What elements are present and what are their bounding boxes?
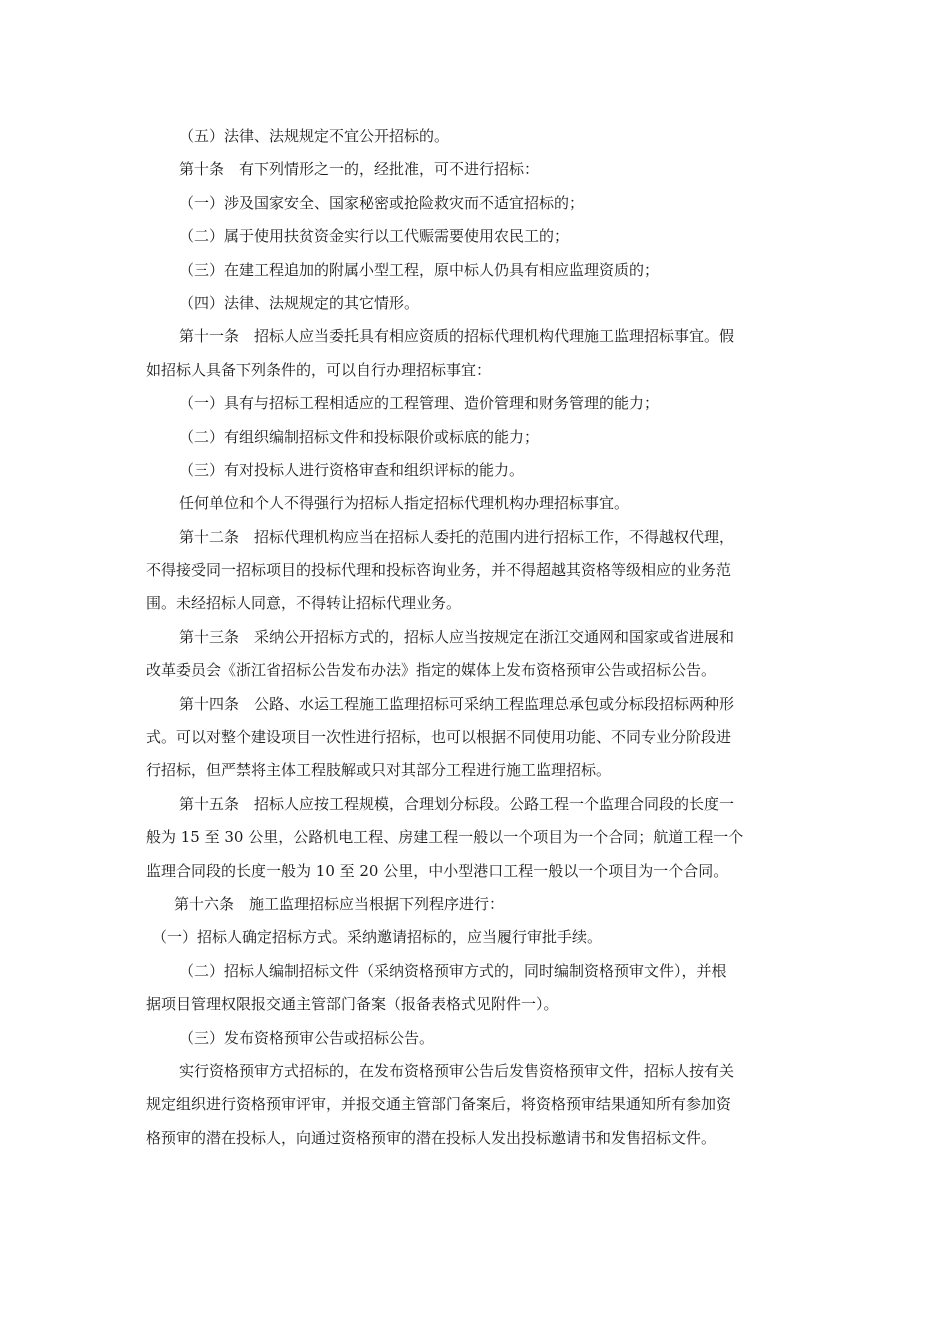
text-line: 规定组织进行资格预审评审，并报交通主管部门备案后，将资格预审结果通知所有参加资 — [146, 1095, 732, 1114]
text-line: （二）招标人编制招标文件（采纳资格预审方式的，同时编制资格预审文件），并根 — [179, 961, 727, 980]
text-line: （一）具有与招标工程相适应的工程管理、造价管理和财务管理的能力； — [179, 394, 660, 413]
text-line: （一）招标人确定招标方式。采纳邀请招标的，应当履行审批手续。 — [152, 928, 603, 947]
text-line: 第十一条 招标人应当委托具有相应资质的招标代理机构代理施工监理招标事宜。假 — [179, 327, 735, 346]
text-line: 改革委员会《浙江省招标公告发布办法》指定的媒体上发布资格预审公告或招标公告。 — [146, 661, 717, 680]
text-line: （二）属于使用扶贫资金实行以工代赈需要使用农民工的； — [179, 227, 570, 246]
text-line: 据项目管理权限报交通主管部门备案（报备表格式见附件一）。 — [146, 995, 559, 1014]
document-body — [146, 120, 801, 1155]
text-line: 第十六条 施工监理招标应当根据下列程序进行： — [174, 894, 505, 913]
text-line: （三）有对投标人进行资格审查和组织评标的能力。 — [179, 460, 525, 479]
text-line: 般为 15 至 30 公里，公路机电工程、房建工程一般以一个项目为一个合同；航道工程一个 — [146, 828, 744, 847]
text-line: 第十条 有下列情形之一的，经批准，可不进行招标： — [179, 160, 540, 179]
text-line: （五）法律、法规规定不宜公开招标的。 — [179, 127, 450, 145]
text-line: 式。可以对整个建设项目一次性进行招标，也可以根据不同使用功能、不同专业分阶段进 — [146, 728, 732, 747]
text-line: 不得接受同一招标项目的投标代理和投标咨询业务，并不得超越其资格等级相应的业务范 — [146, 561, 732, 580]
text-line: 监理合同段的长度一般为 10 至 20 公里，中小型港口工程一般以一个项目为一个合同。 — [146, 861, 729, 880]
text-line: 第十五条 招标人应按工程规模，合理划分标段。公路工程一个监理合同段的长度一 — [179, 794, 735, 813]
text-line: （四）法律、法规规定的其它情形。 — [179, 293, 420, 312]
text-line: 格预审的潜在投标人，向通过资格预审的潜在投标人发出投标邀请书和发售招标文件。 — [146, 1128, 717, 1147]
text-line: 第十四条 公路、水运工程施工监理招标可采纳工程监理总承包或分标段招标两种形 — [179, 694, 735, 713]
text-line: 实行资格预审方式招标的，在发布资格预审公告后发售资格预审文件，招标人按有关 — [179, 1061, 735, 1080]
text-line: 第十二条 招标代理机构应当在招标人委托的范围内进行招标工作，不得越权代理， — [179, 527, 735, 546]
text-line: （一）涉及国家安全、国家秘密或抢险救灾而不适宜招标的； — [179, 193, 585, 212]
text-line: 围。未经招标人同意，不得转让招标代理业务。 — [146, 594, 462, 613]
text-line: （三）发布资格预审公告或招标公告。 — [179, 1028, 435, 1047]
text-line: 第十三条 采纳公开招标方式的，招标人应当按规定在浙江交通网和国家或省进展和 — [179, 627, 735, 646]
text-line: 任何单位和个人不得强行为招标人指定招标代理机构办理招标事宜。 — [179, 494, 630, 513]
text-line: （三）在建工程追加的附属小型工程，原中标人仍具有相应监理资质的； — [179, 260, 660, 279]
text-line: 行招标，但严禁将主体工程肢解或只对其部分工程进行施工监理招标。 — [146, 761, 612, 780]
text-line: 如招标人具备下列条件的，可以自行办理招标事宜： — [146, 360, 492, 379]
text-line: （二）有组织编制招标文件和投标限价或标底的能力； — [179, 427, 540, 446]
